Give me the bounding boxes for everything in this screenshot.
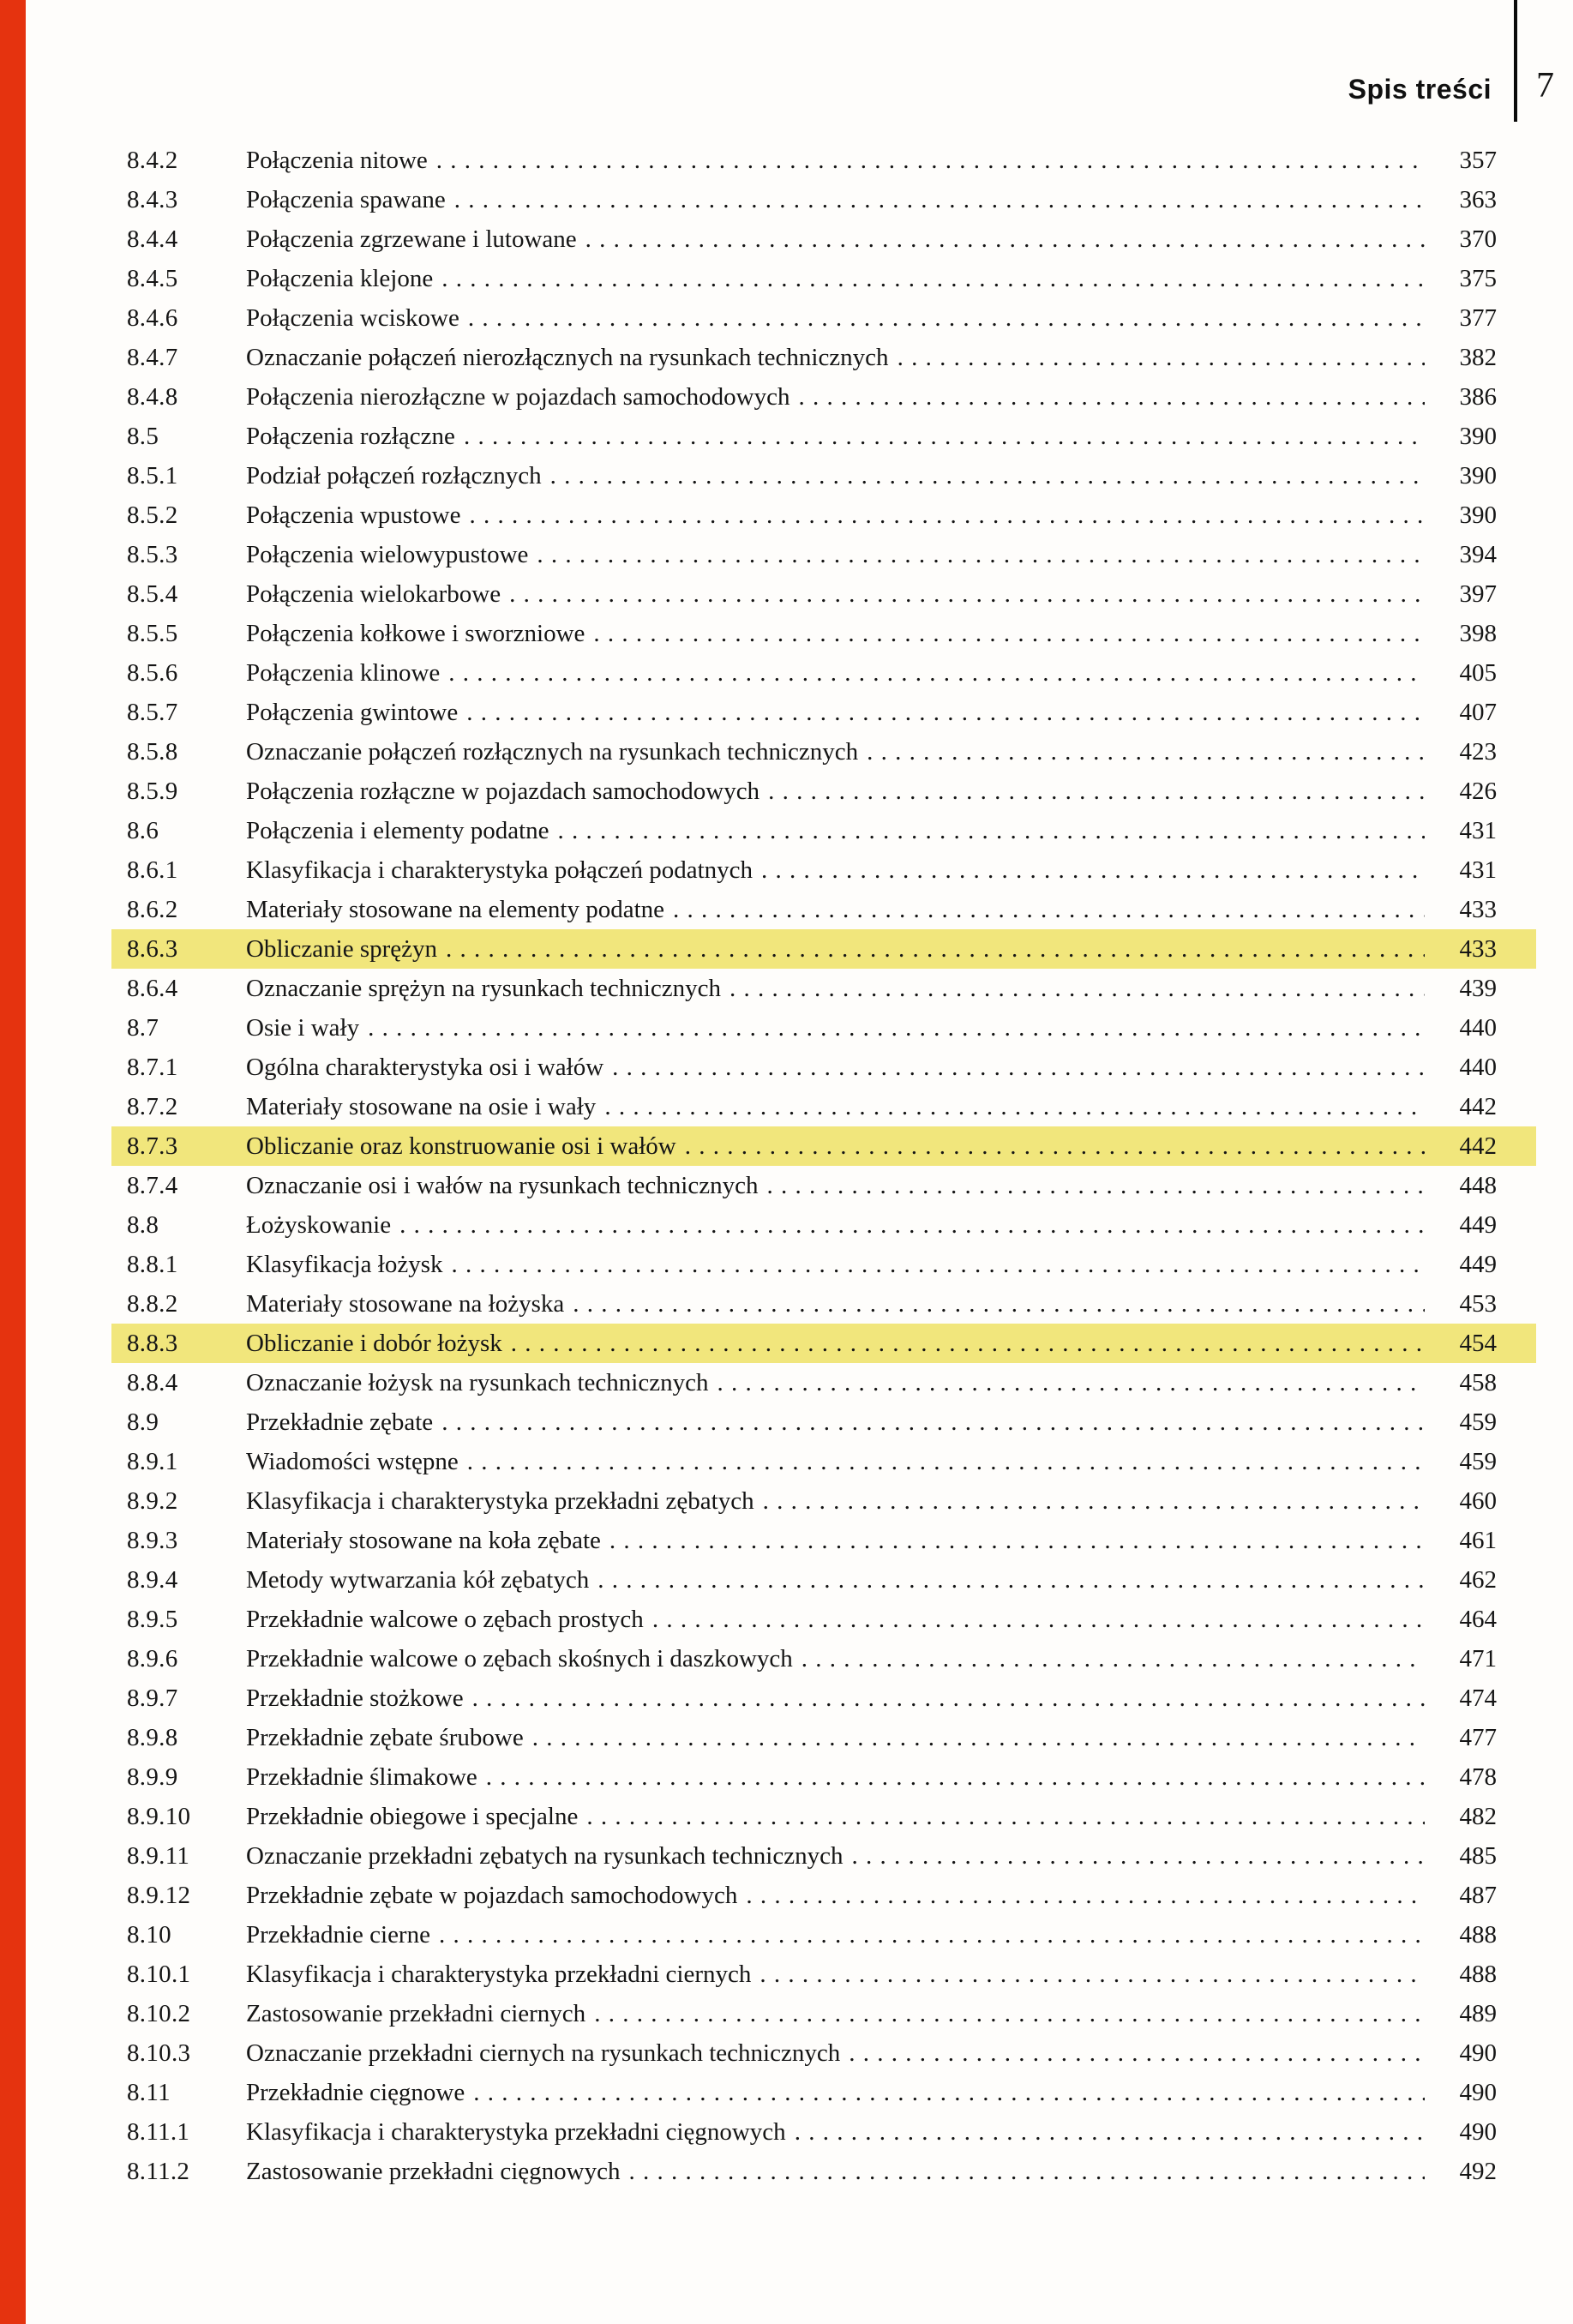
entry-title: Przekładnie walcowe o zębach prostych bbox=[246, 1606, 644, 1633]
entry-title: Obliczanie sprężyn bbox=[246, 935, 438, 963]
entry-number: 8.5.5 bbox=[127, 620, 178, 647]
leader-dots bbox=[612, 1048, 1425, 1087]
entry-page: 492 bbox=[1459, 2158, 1497, 2185]
entry-number: 8.7.1 bbox=[127, 1054, 178, 1081]
toc-entry bbox=[111, 850, 1536, 890]
entry-number: 8.5.6 bbox=[127, 659, 178, 687]
entry-page: 449 bbox=[1459, 1251, 1497, 1278]
entry-title: Połączenia wpustowe bbox=[246, 501, 461, 529]
entry-number: 8.5.9 bbox=[127, 778, 178, 805]
toc-entry bbox=[111, 259, 1536, 298]
toc-entry bbox=[111, 377, 1536, 417]
entry-title: Przekładnie zębate śrubowe bbox=[246, 1724, 524, 1751]
entry-page: 471 bbox=[1459, 1645, 1497, 1672]
toc-entry bbox=[111, 180, 1536, 219]
entry-title: Połączenia kołkowe i sworzniowe bbox=[246, 620, 585, 647]
toc-entry bbox=[111, 1442, 1536, 1481]
entry-title: Materiały stosowane na osie i wały bbox=[246, 1093, 597, 1120]
entry-number: 8.5.2 bbox=[127, 501, 178, 529]
leader-dots bbox=[537, 535, 1425, 574]
entry-title: Oznaczanie połączeń nierozłącznych na rysunkach technicznych bbox=[246, 344, 889, 371]
entry-number: 8.6 bbox=[127, 817, 159, 844]
toc-entry bbox=[111, 495, 1536, 535]
leader-dots bbox=[441, 259, 1425, 298]
leader-dots bbox=[867, 732, 1425, 772]
leader-dots bbox=[486, 1757, 1425, 1797]
toc-entry bbox=[111, 2152, 1536, 2191]
entry-number: 8.8.4 bbox=[127, 1369, 178, 1396]
entry-page: 398 bbox=[1459, 620, 1497, 647]
entry-title: Przekładnie obiegowe i specjalne bbox=[246, 1803, 579, 1830]
toc-entry bbox=[111, 417, 1536, 456]
toc-entry bbox=[111, 1994, 1536, 2033]
entry-page: 382 bbox=[1459, 344, 1497, 371]
leader-dots bbox=[593, 614, 1425, 653]
toc-entry bbox=[111, 1126, 1536, 1166]
toc-entry bbox=[111, 141, 1536, 180]
entry-number: 8.10 bbox=[127, 1921, 171, 1949]
leader-dots bbox=[799, 377, 1426, 417]
toc-entry bbox=[111, 929, 1536, 969]
entry-title: Połączenia klinowe bbox=[246, 659, 441, 687]
entry-title: Łożyskowanie bbox=[246, 1211, 392, 1239]
entry-page: 423 bbox=[1459, 738, 1497, 766]
toc-entry bbox=[111, 2033, 1536, 2073]
entry-number: 8.9.12 bbox=[127, 1882, 191, 1909]
leader-dots bbox=[446, 929, 1425, 969]
leader-dots bbox=[763, 1481, 1425, 1521]
entry-number: 8.5 bbox=[127, 423, 159, 450]
toc-entry bbox=[111, 1678, 1536, 1718]
entry-page: 405 bbox=[1459, 659, 1497, 687]
entry-title: Obliczanie oraz konstruowanie osi i wałów bbox=[246, 1132, 676, 1160]
entry-page: 390 bbox=[1459, 462, 1497, 489]
entry-title: Połączenia wielowypustowe bbox=[246, 541, 529, 568]
entry-page: 490 bbox=[1459, 2079, 1497, 2106]
entry-title: Przekładnie zębate w pojazdach samochodowych bbox=[246, 1882, 738, 1909]
toc-entry bbox=[111, 219, 1536, 259]
entry-number: 8.8.2 bbox=[127, 1290, 178, 1318]
entry-title: Połączenia klejone bbox=[246, 265, 434, 292]
toc-entry bbox=[111, 614, 1536, 653]
leader-dots bbox=[473, 2073, 1425, 2112]
toc-entry bbox=[111, 2112, 1536, 2152]
entry-page: 431 bbox=[1459, 856, 1497, 884]
entry-page: 442 bbox=[1459, 1132, 1497, 1160]
leader-dots bbox=[532, 1718, 1425, 1757]
entry-number: 8.9.4 bbox=[127, 1566, 178, 1594]
entry-title: Oznaczanie przekładni ciernych na rysunkach technicznych bbox=[246, 2039, 841, 2067]
leader-dots bbox=[586, 1797, 1425, 1836]
toc-entry bbox=[111, 1521, 1536, 1560]
entry-page: 390 bbox=[1459, 501, 1497, 529]
leader-dots bbox=[759, 1955, 1425, 1994]
entry-title: Oznaczanie połączeń rozłącznych na rysunkach technicznych bbox=[246, 738, 859, 766]
toc-entry bbox=[111, 1008, 1536, 1048]
leader-dots bbox=[441, 1402, 1425, 1442]
entry-page: 433 bbox=[1459, 896, 1497, 923]
entry-page: 426 bbox=[1459, 778, 1497, 805]
leader-dots bbox=[717, 1363, 1425, 1402]
leader-dots bbox=[851, 1836, 1425, 1876]
entry-number: 8.4.3 bbox=[127, 186, 178, 213]
entry-page: 488 bbox=[1459, 1961, 1497, 1988]
entry-number: 8.11 bbox=[127, 2079, 171, 2106]
entry-title: Materiały stosowane na koła zębate bbox=[246, 1527, 601, 1554]
entry-number: 8.9.3 bbox=[127, 1527, 178, 1554]
leader-dots bbox=[466, 693, 1425, 732]
toc-entry bbox=[111, 890, 1536, 929]
toc-entry bbox=[111, 298, 1536, 338]
toc-entry bbox=[111, 811, 1536, 850]
toc-entry bbox=[111, 969, 1536, 1008]
entry-page: 394 bbox=[1459, 541, 1497, 568]
entry-title: Oznaczanie łożysk na rysunkach technicznych bbox=[246, 1369, 709, 1396]
entry-title: Połączenia nitowe bbox=[246, 147, 428, 174]
entry-number: 8.8.3 bbox=[127, 1330, 178, 1357]
leader-dots bbox=[802, 1639, 1425, 1678]
entry-title: Połączenia gwintowe bbox=[246, 699, 459, 726]
toc-entry bbox=[111, 1048, 1536, 1087]
entry-title: Klasyfikacja i charakterystyka przekładni cięgnowych bbox=[246, 2118, 786, 2146]
entry-page: 375 bbox=[1459, 265, 1497, 292]
leader-dots bbox=[550, 456, 1425, 495]
entry-page: 459 bbox=[1459, 1448, 1497, 1475]
entry-title: Oznaczanie sprężyn na rysunkach technicznych bbox=[246, 975, 721, 1002]
entry-title: Połączenia wielokarbowe bbox=[246, 580, 501, 608]
entry-title: Ogólna charakterystyka osi i wałów bbox=[246, 1054, 604, 1081]
leader-dots bbox=[766, 1166, 1425, 1205]
entry-page: 487 bbox=[1459, 1882, 1497, 1909]
toc-entry bbox=[111, 653, 1536, 693]
leader-dots bbox=[729, 969, 1425, 1008]
entry-page: 390 bbox=[1459, 423, 1497, 450]
entry-number: 8.5.4 bbox=[127, 580, 178, 608]
entry-number: 8.9.9 bbox=[127, 1763, 178, 1791]
toc-entry bbox=[111, 693, 1536, 732]
entry-page: 439 bbox=[1459, 975, 1497, 1002]
entry-title: Klasyfikacja i charakterystyka połączeń podatnych bbox=[246, 856, 753, 884]
leader-dots bbox=[467, 1442, 1425, 1481]
entry-number: 8.6.4 bbox=[127, 975, 178, 1002]
entry-number: 8.10.3 bbox=[127, 2039, 191, 2067]
entry-number: 8.8 bbox=[127, 1211, 159, 1239]
leader-dots bbox=[464, 417, 1425, 456]
entry-number: 8.4.6 bbox=[127, 304, 178, 332]
entry-number: 8.6.2 bbox=[127, 896, 178, 923]
entry-title: Obliczanie i dobór łożysk bbox=[246, 1330, 502, 1357]
toc-entry bbox=[111, 732, 1536, 772]
toc-entry bbox=[111, 456, 1536, 495]
entry-number: 8.7.3 bbox=[127, 1132, 178, 1160]
entry-title: Klasyfikacja łożysk bbox=[246, 1251, 443, 1278]
leader-dots bbox=[399, 1205, 1425, 1245]
toc-entry bbox=[111, 1718, 1536, 1757]
leader-dots bbox=[368, 1008, 1425, 1048]
entry-title: Klasyfikacja i charakterystyka przekładni zębatych bbox=[246, 1487, 754, 1515]
leader-dots bbox=[685, 1126, 1425, 1166]
leader-dots bbox=[452, 1245, 1425, 1284]
toc-entry bbox=[111, 1284, 1536, 1324]
entry-page: 357 bbox=[1459, 147, 1497, 174]
entry-title: Zastosowanie przekładni ciernych bbox=[246, 2000, 586, 2027]
entry-title: Przekładnie stożkowe bbox=[246, 1684, 464, 1712]
entry-page: 440 bbox=[1459, 1014, 1497, 1042]
entry-title: Połączenia spawane bbox=[246, 186, 446, 213]
entry-page: 464 bbox=[1459, 1606, 1497, 1633]
entry-number: 8.8.1 bbox=[127, 1251, 178, 1278]
entry-page: 462 bbox=[1459, 1566, 1497, 1594]
entry-page: 431 bbox=[1459, 817, 1497, 844]
entry-title: Połączenia zgrzewane i lutowane bbox=[246, 225, 577, 253]
entry-page: 407 bbox=[1459, 699, 1497, 726]
entry-page: 370 bbox=[1459, 225, 1497, 253]
entry-page: 386 bbox=[1459, 383, 1497, 411]
entry-number: 8.7.4 bbox=[127, 1172, 178, 1199]
entry-title: Klasyfikacja i charakterystyka przekładni ciernych bbox=[246, 1961, 752, 1988]
toc-entry bbox=[111, 772, 1536, 811]
entry-number: 8.5.7 bbox=[127, 699, 178, 726]
leader-dots bbox=[469, 495, 1425, 535]
toc-entry bbox=[111, 1166, 1536, 1205]
entry-number: 8.5.8 bbox=[127, 738, 178, 766]
entry-number: 8.9.5 bbox=[127, 1606, 178, 1633]
entry-number: 8.9.8 bbox=[127, 1724, 178, 1751]
entry-title: Przekładnie cięgnowe bbox=[246, 2079, 465, 2106]
header-divider-rule bbox=[1514, 0, 1517, 122]
leader-dots bbox=[511, 1324, 1425, 1363]
entry-number: 8.7 bbox=[127, 1014, 159, 1042]
entry-title: Osie i wały bbox=[246, 1014, 360, 1042]
entry-title: Przekładnie zębate bbox=[246, 1408, 434, 1436]
entry-page: 461 bbox=[1459, 1527, 1497, 1554]
leader-dots bbox=[594, 1994, 1425, 2033]
entry-page: 477 bbox=[1459, 1724, 1497, 1751]
entry-page: 460 bbox=[1459, 1487, 1497, 1515]
toc-entry bbox=[111, 1915, 1536, 1955]
toc-entry bbox=[111, 2073, 1536, 2112]
toc-entry bbox=[111, 1797, 1536, 1836]
entry-page: 474 bbox=[1459, 1684, 1497, 1712]
page-number: 7 bbox=[1536, 66, 1554, 105]
leader-dots bbox=[761, 850, 1425, 890]
toc-entry bbox=[111, 1363, 1536, 1402]
entry-title: Przekładnie walcowe o zębach skośnych i daszkowych bbox=[246, 1645, 793, 1672]
toc-entry bbox=[111, 1402, 1536, 1442]
entry-title: Materiały stosowane na łożyska bbox=[246, 1290, 565, 1318]
entry-number: 8.9.6 bbox=[127, 1645, 178, 1672]
entry-title: Oznaczanie przekładni zębatych na rysunkach technicznych bbox=[246, 1842, 844, 1870]
toc-entry bbox=[111, 1245, 1536, 1284]
entry-number: 8.5.1 bbox=[127, 462, 178, 489]
leader-dots bbox=[472, 1678, 1425, 1718]
entry-page: 454 bbox=[1459, 1330, 1497, 1357]
toc-entry bbox=[111, 535, 1536, 574]
entry-title: Przekładnie cierne bbox=[246, 1921, 430, 1949]
entry-title: Połączenia rozłączne bbox=[246, 423, 455, 450]
toc-entry bbox=[111, 338, 1536, 377]
toc-list bbox=[111, 141, 1536, 2191]
entry-page: 377 bbox=[1459, 304, 1497, 332]
entry-number: 8.9.1 bbox=[127, 1448, 178, 1475]
toc-entry bbox=[111, 1087, 1536, 1126]
entry-title: Oznaczanie osi i wałów na rysunkach technicznych bbox=[246, 1172, 759, 1199]
leader-dots bbox=[448, 653, 1425, 693]
toc-entry bbox=[111, 1481, 1536, 1521]
leader-dots bbox=[898, 338, 1425, 377]
entry-page: 458 bbox=[1459, 1369, 1497, 1396]
leader-dots bbox=[468, 298, 1425, 338]
leader-dots bbox=[439, 1915, 1425, 1955]
entry-page: 397 bbox=[1459, 580, 1497, 608]
entry-page: 478 bbox=[1459, 1763, 1497, 1791]
entry-number: 8.4.8 bbox=[127, 383, 178, 411]
entry-number: 8.4.5 bbox=[127, 265, 178, 292]
entry-page: 440 bbox=[1459, 1054, 1497, 1081]
toc-entry bbox=[111, 1205, 1536, 1245]
toc-entry bbox=[111, 1560, 1536, 1600]
leader-dots bbox=[573, 1284, 1425, 1324]
entry-number: 8.11.1 bbox=[127, 2118, 190, 2146]
leader-dots bbox=[597, 1560, 1425, 1600]
entry-page: 488 bbox=[1459, 1921, 1497, 1949]
entry-title: Wiadomości wstępne bbox=[246, 1448, 459, 1475]
entry-page: 490 bbox=[1459, 2039, 1497, 2067]
entry-number: 8.11.2 bbox=[127, 2158, 190, 2185]
entry-page: 489 bbox=[1459, 2000, 1497, 2027]
entry-number: 8.6.3 bbox=[127, 935, 178, 963]
entry-number: 8.10.2 bbox=[127, 2000, 191, 2027]
leader-dots bbox=[795, 2112, 1425, 2152]
toc-entry bbox=[111, 1639, 1536, 1678]
leader-dots bbox=[509, 574, 1425, 614]
entry-title: Połączenia rozłączne w pojazdach samochodowych bbox=[246, 778, 760, 805]
entry-number: 8.9 bbox=[127, 1408, 159, 1436]
entry-number: 8.9.2 bbox=[127, 1487, 178, 1515]
entry-page: 448 bbox=[1459, 1172, 1497, 1199]
entry-number: 8.4.2 bbox=[127, 147, 178, 174]
leader-dots bbox=[436, 141, 1425, 180]
entry-number: 8.9.10 bbox=[127, 1803, 191, 1830]
leader-dots bbox=[585, 219, 1425, 259]
entry-number: 8.4.7 bbox=[127, 344, 178, 371]
entry-page: 453 bbox=[1459, 1290, 1497, 1318]
entry-number: 8.6.1 bbox=[127, 856, 178, 884]
leader-dots bbox=[558, 811, 1426, 850]
leader-dots bbox=[746, 1876, 1425, 1915]
entry-page: 363 bbox=[1459, 186, 1497, 213]
entry-page: 442 bbox=[1459, 1093, 1497, 1120]
toc-entry bbox=[111, 1836, 1536, 1876]
leader-dots bbox=[609, 1521, 1425, 1560]
toc-entry bbox=[111, 1757, 1536, 1797]
toc-entry bbox=[111, 1876, 1536, 1915]
entry-page: 433 bbox=[1459, 935, 1497, 963]
entry-title: Zastosowanie przekładni cięgnowych bbox=[246, 2158, 621, 2185]
leader-dots bbox=[454, 180, 1425, 219]
toc-entry bbox=[111, 574, 1536, 614]
leader-dots bbox=[628, 2152, 1425, 2191]
entry-title: Metody wytwarzania kół zębatych bbox=[246, 1566, 590, 1594]
entry-number: 8.7.2 bbox=[127, 1093, 178, 1120]
entry-page: 482 bbox=[1459, 1803, 1497, 1830]
entry-title: Materiały stosowane na elementy podatne bbox=[246, 896, 665, 923]
leader-dots bbox=[849, 2033, 1425, 2073]
entry-number: 8.9.7 bbox=[127, 1684, 178, 1712]
book-red-edge bbox=[0, 0, 26, 2324]
toc-entry bbox=[111, 1955, 1536, 1994]
leader-dots bbox=[768, 772, 1425, 811]
entry-title: Połączenia i elementy podatne bbox=[246, 817, 549, 844]
entry-number: 8.4.4 bbox=[127, 225, 178, 253]
entry-title: Połączenia nierozłączne w pojazdach samochodowych bbox=[246, 383, 790, 411]
leader-dots bbox=[652, 1600, 1425, 1639]
toc-entry bbox=[111, 1324, 1536, 1363]
page-header-title: Spis treści bbox=[1348, 74, 1492, 105]
toc-entry bbox=[111, 1600, 1536, 1639]
entry-number: 8.5.3 bbox=[127, 541, 178, 568]
leader-dots bbox=[604, 1087, 1425, 1126]
entry-number: 8.10.1 bbox=[127, 1961, 191, 1988]
entry-page: 459 bbox=[1459, 1408, 1497, 1436]
leader-dots bbox=[673, 890, 1425, 929]
entry-page: 449 bbox=[1459, 1211, 1497, 1239]
entry-page: 490 bbox=[1459, 2118, 1497, 2146]
entry-title: Przekładnie ślimakowe bbox=[246, 1763, 477, 1791]
entry-page: 485 bbox=[1459, 1842, 1497, 1870]
entry-title: Połączenia wciskowe bbox=[246, 304, 459, 332]
entry-title: Podział połączeń rozłącznych bbox=[246, 462, 542, 489]
entry-number: 8.9.11 bbox=[127, 1842, 190, 1870]
